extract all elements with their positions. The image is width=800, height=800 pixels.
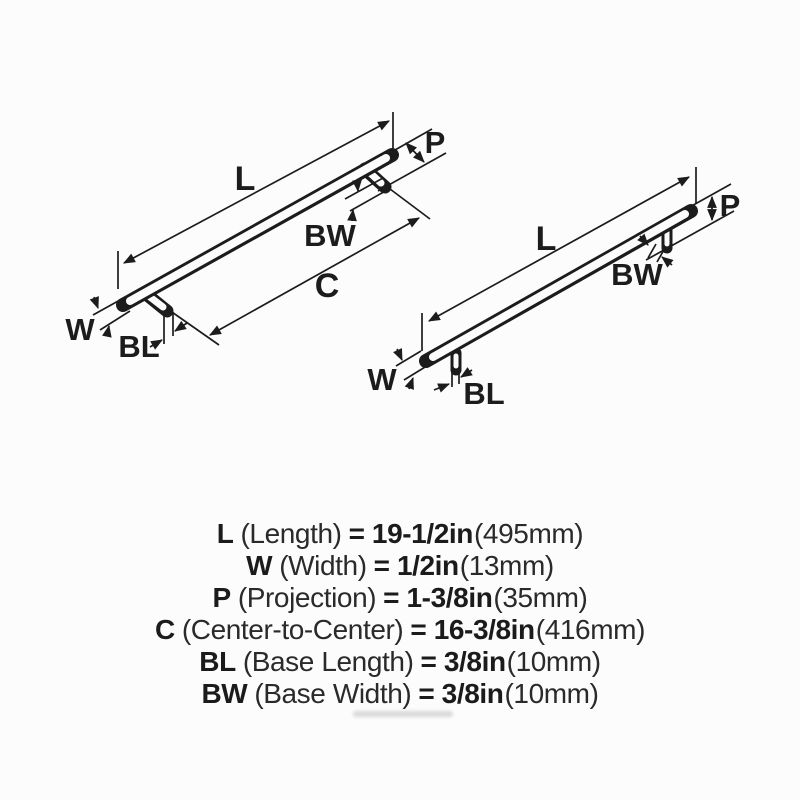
dim-label-center-to-center: C bbox=[314, 267, 340, 305]
spec-value: = 1/2in bbox=[373, 550, 459, 581]
dim-label-length: L bbox=[535, 220, 557, 258]
spec-value: = 19-1/2in bbox=[348, 518, 473, 549]
spec-line-length bbox=[0, 518, 800, 550]
pointer-arrow bbox=[434, 384, 449, 390]
pointer-arrow bbox=[662, 257, 672, 265]
dimension-spec-list bbox=[0, 518, 800, 710]
dimension-line-projection bbox=[406, 143, 424, 162]
spec-metric: (13mm) bbox=[459, 550, 554, 581]
dim-label-length: L bbox=[234, 160, 256, 198]
spec-name: (Base Length) bbox=[242, 646, 414, 677]
pointer-arrow bbox=[107, 326, 109, 336]
spec-symbol: BL bbox=[199, 646, 236, 677]
dim-label-base-length: BL bbox=[463, 376, 505, 411]
spec-name: (Base Width) bbox=[254, 678, 412, 709]
spec-value: = 3/8in bbox=[420, 646, 506, 677]
spec-symbol: C bbox=[155, 614, 175, 645]
spec-symbol: W bbox=[246, 550, 273, 581]
spec-line-projection bbox=[0, 582, 800, 614]
right-handle-diagram bbox=[367, 167, 740, 411]
spec-metric: (10mm) bbox=[506, 646, 601, 677]
extension-tick bbox=[100, 311, 130, 330]
dim-label-projection: P bbox=[719, 188, 741, 223]
dim-label-base-width: BW bbox=[611, 257, 663, 292]
spec-name: (Width) bbox=[279, 550, 367, 581]
spec-symbol: L bbox=[216, 518, 234, 549]
pointer-arrow bbox=[409, 378, 413, 389]
dim-label-width: W bbox=[367, 362, 397, 397]
spec-value: = 1-3/8in bbox=[383, 582, 493, 613]
left-handle-diagram bbox=[65, 112, 446, 364]
pointer-arrow bbox=[397, 349, 402, 360]
spec-value: = 3/8in bbox=[418, 678, 504, 709]
spec-metric: (495mm) bbox=[474, 518, 584, 549]
dim-label-base-width: BW bbox=[304, 218, 356, 253]
dim-label-projection: P bbox=[424, 125, 446, 160]
extension-tick bbox=[404, 364, 430, 380]
spec-metric: (416mm) bbox=[535, 614, 645, 645]
dim-label-width: W bbox=[65, 312, 95, 347]
spec-name: (Length) bbox=[240, 518, 342, 549]
dim-label-base-length: BL bbox=[118, 329, 160, 364]
spec-name: (Projection) bbox=[237, 582, 377, 613]
extension-line bbox=[386, 186, 430, 219]
spec-symbol: BW bbox=[201, 678, 248, 709]
spec-symbol: P bbox=[212, 582, 231, 613]
pointer-arrow bbox=[94, 297, 98, 308]
spec-metric: (35mm) bbox=[493, 582, 588, 613]
extension-line bbox=[169, 310, 219, 345]
spec-line-width bbox=[0, 550, 800, 582]
spec-line-base-length bbox=[0, 646, 800, 678]
spec-name: (Center-to-Center) bbox=[181, 614, 404, 645]
pointer-arrow bbox=[357, 180, 358, 191]
pointer-arrow bbox=[175, 323, 187, 331]
faint-watermark-smudge bbox=[353, 711, 453, 717]
dimension-line-length bbox=[429, 177, 689, 321]
spec-line-base-width bbox=[0, 678, 800, 710]
spec-line-center-to-center bbox=[0, 614, 800, 646]
spec-value: = 16-3/8in bbox=[410, 614, 535, 645]
spec-metric: (10mm) bbox=[504, 678, 599, 709]
